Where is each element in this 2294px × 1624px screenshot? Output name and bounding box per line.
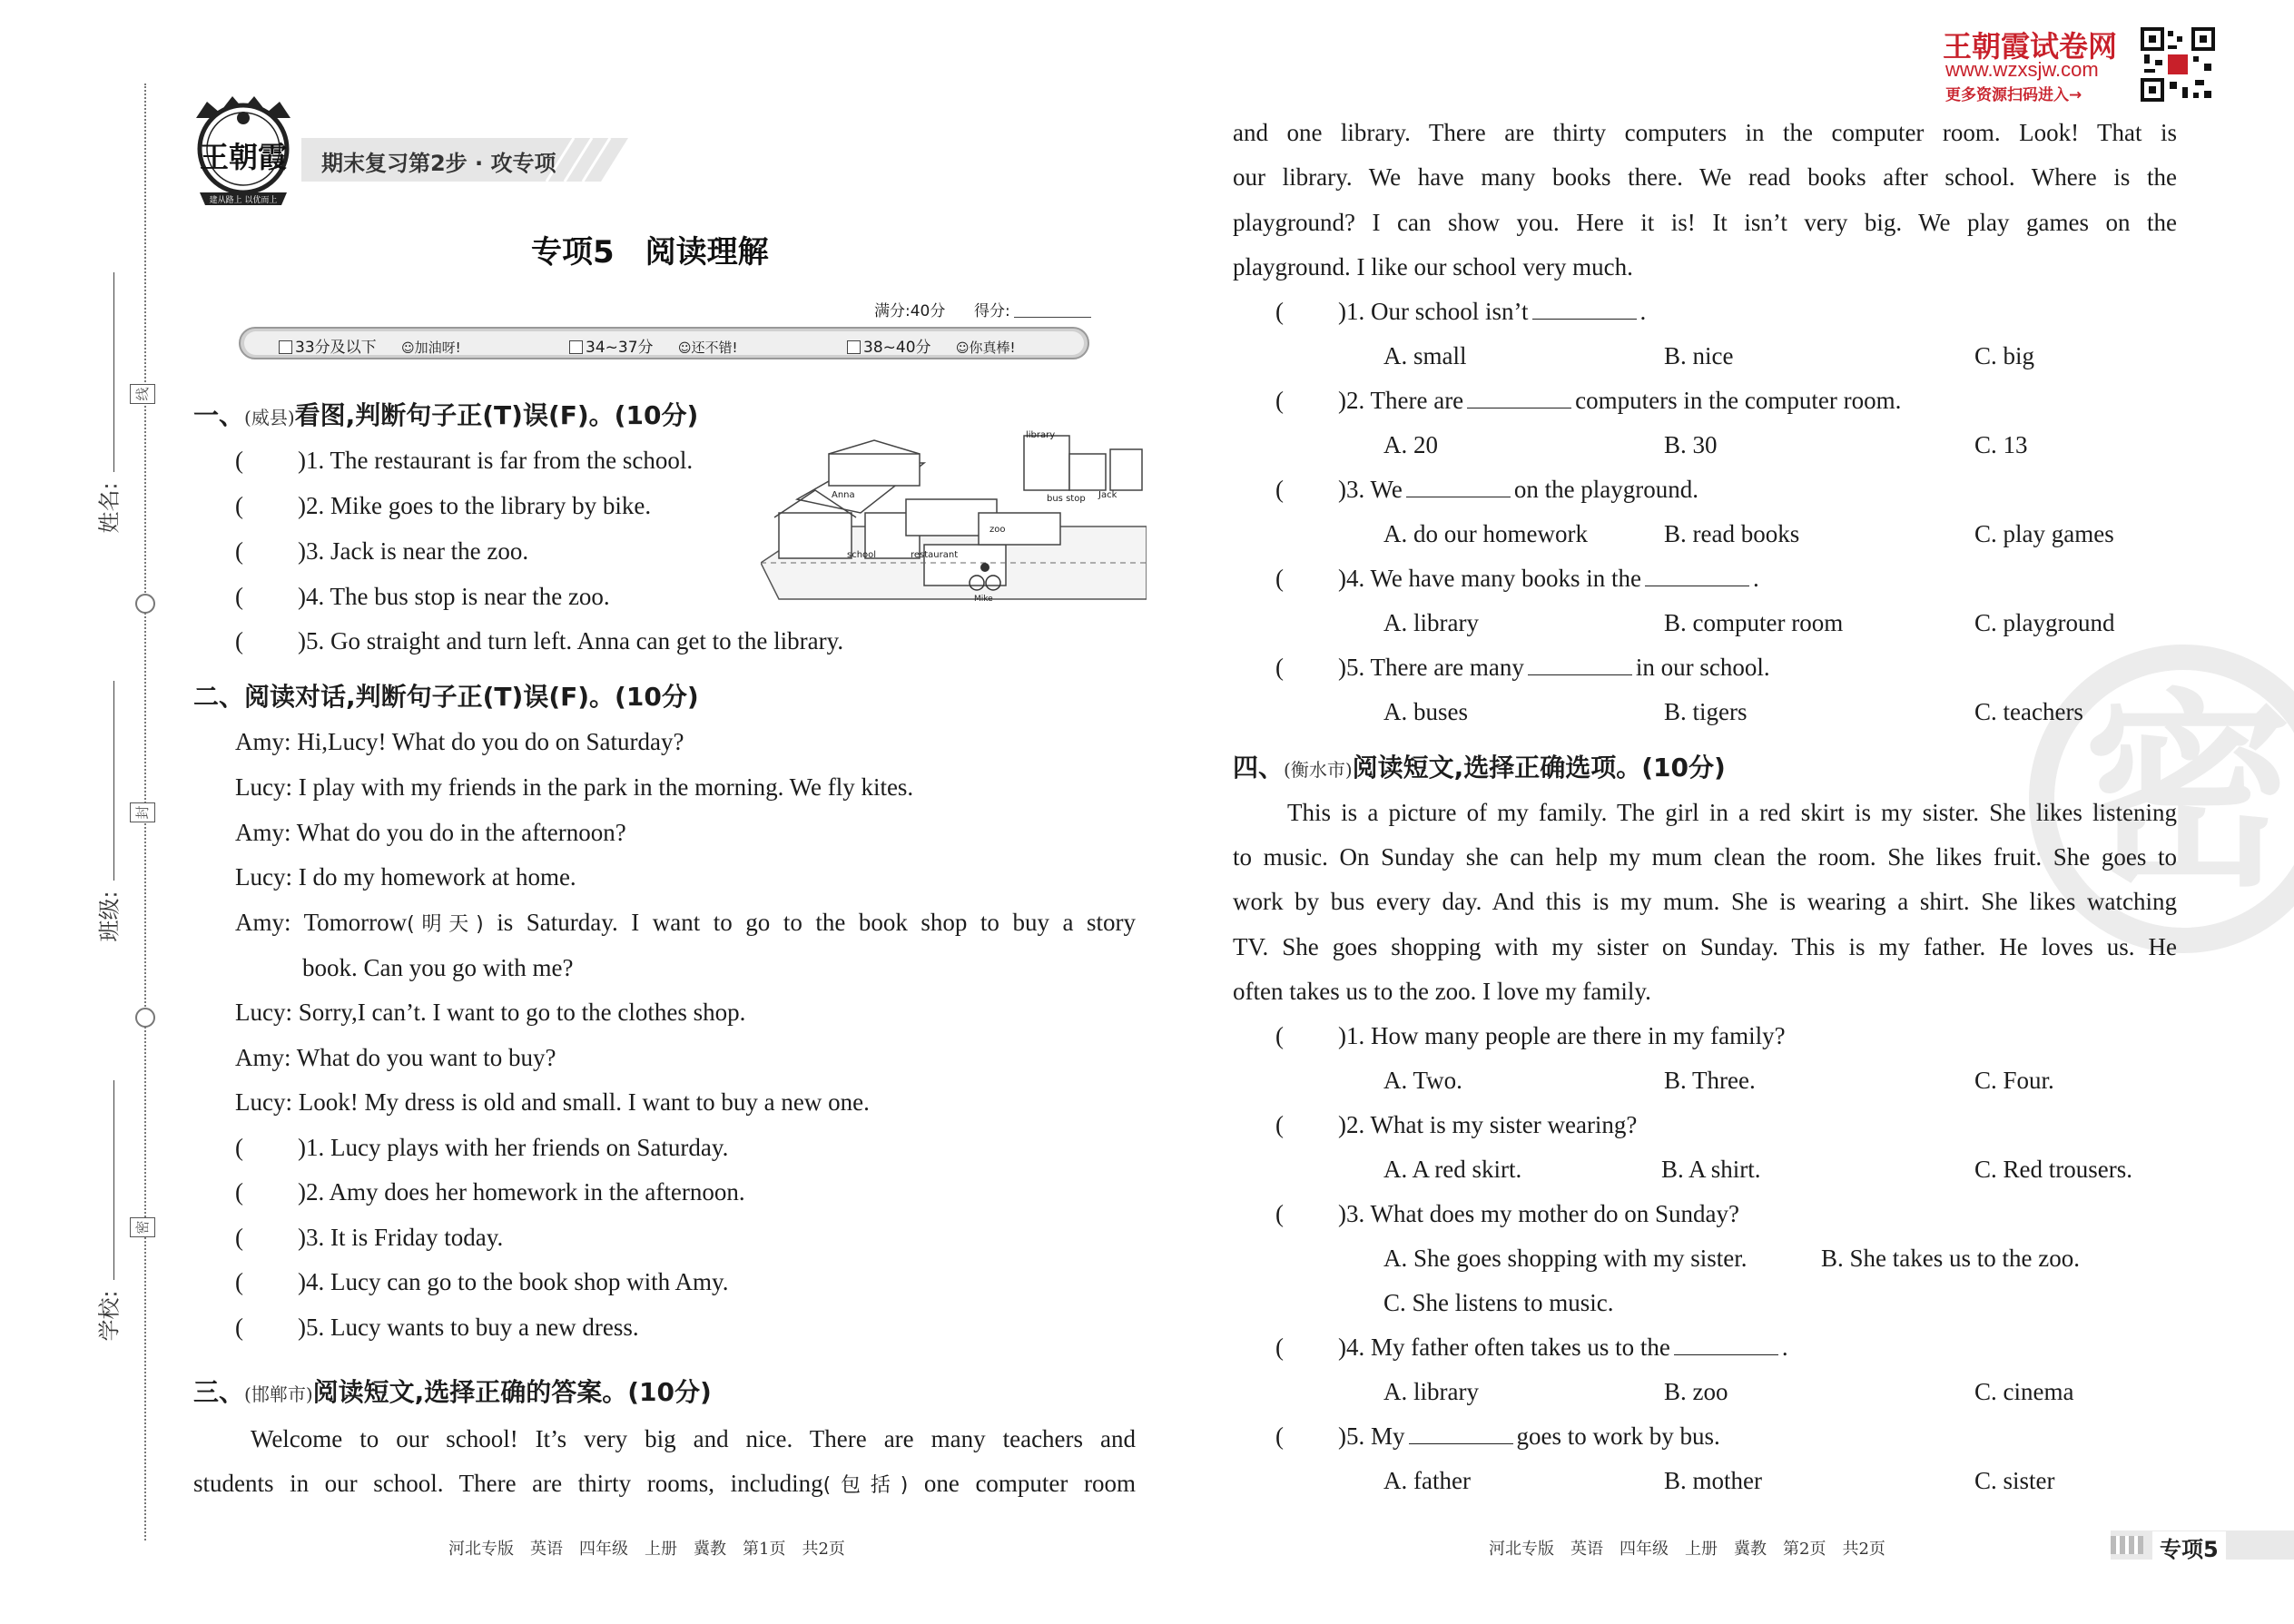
town-map-icon — [761, 427, 1147, 608]
s3-q5: ( )5. There are many in our school. — [1275, 654, 1770, 681]
s4-q4: ( )4. My father often takes us to the . — [1275, 1334, 1788, 1361]
qr-code[interactable] — [2141, 27, 2215, 102]
school-label: 学校: — [96, 1290, 123, 1342]
s2-item-3: ( )3. It is Friday today. — [235, 1224, 504, 1251]
class-underline — [113, 681, 114, 881]
logo-text: 王朝霞 — [199, 140, 287, 174]
seal-char-xian: 线 — [130, 384, 155, 404]
s3-q1-opt-c: C. big — [1974, 342, 2035, 369]
footer-left: 河北专版 英语 四年级 上册 冀教 第1页 共2页 — [448, 1540, 845, 1559]
section2-heading: 二、阅读对话,判断句子正(T)误(F)。(10分) — [193, 682, 699, 712]
s2-item-2: ( )2. Amy does her homework in the afternoon. — [235, 1178, 745, 1206]
s4-passage-1: This is a picture of my family. The girl in a red skirt is my sister. She likes listening — [1287, 799, 2177, 826]
answer-blank[interactable] — [1406, 477, 1511, 497]
seal-char-feng: 封 — [130, 802, 155, 822]
s4-passage-5: often takes us to the zoo. I love my family. — [1233, 978, 1651, 1005]
s1-item-3: ( )3. Jack is near the zoo. — [235, 537, 529, 565]
step-banner — [301, 134, 628, 183]
dialogue-line-8: Amy: What do you want to buy? — [235, 1044, 556, 1071]
s4-q1: ( )1. How many people are there in my family? — [1275, 1022, 1786, 1049]
s2-item-5: ( )5. Lucy wants to buy a new dress. — [235, 1314, 639, 1341]
s3-passage-line-2: students in our school. There are thirty rooms, including(包括) one computer room — [193, 1470, 1136, 1497]
s3-q5-opt-a: A. buses — [1383, 698, 1468, 725]
brand-logo — [187, 91, 300, 209]
s3-q1-opt-b: B. nice — [1664, 342, 1734, 369]
s3-q3: ( )3. We on the playground. — [1275, 476, 1699, 503]
map-label-jack: Jack — [1098, 490, 1117, 500]
s3-q2-opt-a: A. 20 — [1383, 431, 1438, 458]
s4-q5-opt-c: C. sister — [1974, 1467, 2055, 1494]
footer-tab — [2111, 1530, 2294, 1560]
s2-item-4: ( )4. Lucy can go to the book shop with Amy. — [235, 1268, 729, 1295]
watermark-char: 密 — [2083, 673, 2293, 915]
step-text: 期末复习第2步 · 攻专项 — [321, 151, 556, 176]
school-underline — [113, 1080, 114, 1280]
score-level-1[interactable]: 33分及以下 ☺加油呀! — [279, 334, 461, 357]
dialogue-line-6: book. Can you go with me? — [302, 954, 574, 981]
s3-q2-opt-b: B. 30 — [1664, 431, 1718, 458]
site-title: 王朝霞试卷网 — [1943, 29, 2118, 64]
footer-right: 河北专版 英语 四年级 上册 冀教 第2页 共2页 — [1489, 1540, 1885, 1559]
s4-q3-opt-a: A. She goes shopping with my sister. — [1383, 1245, 1748, 1272]
class-label: 班级: — [96, 891, 123, 942]
s4-passage-2: to music. On Sunday she can help my mum clean the room. She likes fruit. She goes to — [1233, 843, 2177, 871]
s3-q1-opt-a: A. small — [1383, 342, 1467, 369]
s3-q4-opt-b: B. computer room — [1664, 609, 1844, 636]
s4-q2-opt-b: B. A shirt. — [1661, 1156, 1761, 1183]
binding-hole-2 — [135, 1008, 155, 1028]
s1-item-1: ( )1. The restaurant is far from the school. — [235, 447, 694, 474]
section4-heading: 四、(衡水市)阅读短文,选择正确选项。(10分) — [1233, 753, 1726, 782]
s3-passage-line-1: Welcome to our school! It’s very big and nice. There are many teachers and — [251, 1425, 1136, 1452]
s3-q4-opt-a: A. library — [1383, 609, 1479, 636]
s1-item-4: ( )4. The bus stop is near the zoo. — [235, 583, 610, 610]
s4-q3-opt-c: C. She listens to music. — [1383, 1289, 1614, 1316]
s3-q2-opt-c: C. 13 — [1974, 431, 2028, 458]
s2-item-1: ( )1. Lucy plays with her friends on Saturday. — [235, 1134, 729, 1161]
s4-passage-3: work by bus every day. And this is my mum. She is wearing a shirt. She likes watching — [1233, 888, 2177, 915]
smile-icon: ☺ — [401, 341, 415, 356]
map-label-bus-stop: bus stop — [1047, 494, 1086, 504]
s3-q4: ( )4. We have many books in the . — [1275, 565, 1759, 592]
dialogue-line-7: Lucy: Sorry,I can’t. I want to go to the clothes shop. — [235, 999, 746, 1026]
s3-q3-opt-c: C. play games — [1974, 520, 2114, 547]
s4-q1-opt-a: A. Two. — [1383, 1067, 1462, 1094]
name-label: 姓名: — [96, 482, 123, 534]
qr-code-icon — [2141, 27, 2215, 102]
dialogue-line-5: Amy: Tomorrow(明天) is Saturday. I want to go to the book shop to buy a story — [235, 909, 1136, 936]
s4-q4-opt-c: C. cinema — [1974, 1378, 2074, 1405]
s3-passage-r-4: playground. I like our school very much. — [1233, 253, 1633, 281]
s3-q5-opt-b: B. tigers — [1664, 698, 1748, 725]
s3-q5-opt-c: C. teachers — [1974, 698, 2083, 725]
s4-q2-opt-a: A. A red skirt. — [1383, 1156, 1522, 1183]
s4-q4-opt-a: A. library — [1383, 1378, 1479, 1405]
s4-q1-opt-c: C. Four. — [1974, 1067, 2054, 1094]
s3-passage-r-2: our library. We have many books there. We read books after school. Where is the — [1233, 163, 2177, 191]
site-hint: 更多资源扫码进入→ — [1945, 86, 2082, 104]
town-map-illustration — [761, 427, 1147, 608]
section1-heading: 一、(威县)看图,判断句子正(T)误(F)。(10分) — [193, 400, 699, 430]
section3-heading: 三、(邯郸市)阅读短文,选择正确的答案。(10分) — [193, 1377, 712, 1407]
s4-q1-opt-b: B. Three. — [1664, 1067, 1756, 1094]
s3-q2: ( )2. There are computers in the computer room. — [1275, 387, 1902, 414]
answer-blank[interactable] — [1532, 299, 1637, 320]
s3-q4-opt-c: C. playground — [1974, 609, 2115, 636]
logo-banner: 建从路上 以优而上 — [209, 196, 278, 205]
score-got-underline — [1014, 317, 1091, 318]
site-url: www.wzxsjw.com — [1945, 58, 2099, 81]
page-title: 专项5 阅读理解 — [531, 234, 769, 271]
dialogue-line-1: Amy: Hi,Lucy! What do you do on Saturday? — [235, 728, 684, 755]
dialogue-line-3: Amy: What do you do in the afternoon? — [235, 819, 626, 846]
score-full: 满分:40分 — [874, 302, 946, 320]
s3-passage-r-3: playground? I can show you. Here it is! It isn’t very big. We play games on the — [1233, 209, 2177, 236]
s4-q4-opt-b: B. zoo — [1664, 1378, 1728, 1405]
smile-icon: ☺ — [955, 341, 970, 356]
score-level-2[interactable]: 34~37分 ☺还不错! — [569, 334, 738, 357]
map-label-zoo: zoo — [989, 525, 1006, 535]
s3-q3-opt-b: B. read books — [1664, 520, 1800, 547]
answer-blank[interactable] — [1467, 388, 1571, 408]
footer-tab-label: 专项5 — [2152, 1531, 2226, 1563]
s4-passage-4: TV. She goes shopping with my sister on Sunday. This is my father. He loves us. He — [1233, 933, 2177, 960]
map-label-library: library — [1026, 430, 1056, 440]
binding-hole-1 — [135, 594, 155, 614]
s4-q3: ( )3. What does my mother do on Sunday? — [1275, 1200, 1739, 1227]
s4-q5: ( )5. My goes to work by bus. — [1275, 1422, 1720, 1450]
s4-q2: ( )2. What is my sister wearing? — [1275, 1111, 1638, 1138]
seal-char-mi: 密 — [130, 1217, 155, 1237]
s1-item-5: ( )5. Go straight and turn left. Anna can get to the library. — [235, 627, 844, 655]
score-got: 得分: — [974, 302, 1010, 320]
s3-q1: ( )1. Our school isn’t . — [1275, 298, 1647, 325]
answer-blank[interactable] — [1528, 655, 1632, 675]
checkbox-2[interactable] — [569, 340, 583, 354]
s4-q5-opt-a: A. father — [1383, 1467, 1471, 1494]
answer-blank[interactable] — [1409, 1423, 1513, 1444]
score-level-3[interactable]: 38~40分 ☺你真棒! — [847, 334, 1016, 357]
dialogue-line-2: Lucy: I play with my friends in the park in the morning. We fly kites. — [235, 773, 914, 801]
tab-pattern-icon — [2111, 1536, 2143, 1554]
name-underline — [113, 272, 114, 472]
answer-blank[interactable] — [1645, 566, 1749, 586]
s4-q3-opt-b: B. She takes us to the zoo. — [1821, 1245, 2080, 1272]
checkbox-1[interactable] — [279, 340, 292, 354]
map-label-restaurant: restaurant — [911, 550, 959, 560]
s1-item-2: ( )2. Mike goes to the library by bike. — [235, 492, 652, 519]
s3-q3-opt-a: A. do our homework — [1383, 520, 1588, 547]
s3-passage-r-1: and one library. There are thirty computers in the computer room. Look! That is — [1233, 119, 2177, 146]
map-label-school: school — [847, 550, 877, 560]
checkbox-3[interactable] — [847, 340, 861, 354]
smile-icon: ☺ — [677, 341, 692, 356]
score-levels-bar — [239, 327, 1089, 359]
s4-q2-opt-c: C. Red trousers. — [1974, 1156, 2132, 1183]
map-label-mike: Mike — [974, 595, 993, 604]
answer-blank[interactable] — [1674, 1334, 1778, 1355]
map-label-anna: Anna — [832, 490, 855, 500]
dialogue-line-4: Lucy: I do my homework at home. — [235, 863, 576, 891]
s4-q5-opt-b: B. mother — [1664, 1467, 1762, 1494]
dialogue-line-9: Lucy: Look! My dress is old and small. I want to buy a new one. — [235, 1088, 870, 1116]
